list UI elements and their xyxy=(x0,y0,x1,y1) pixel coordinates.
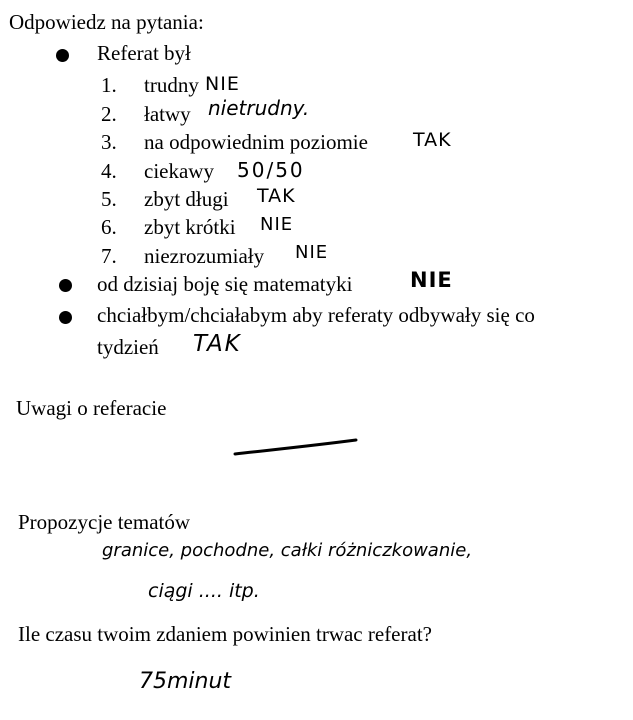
item-text: zbyt długi xyxy=(144,187,229,211)
handwritten-answer: nietrudny. xyxy=(208,96,310,120)
item-number: 3. xyxy=(101,130,117,154)
bullet-icon xyxy=(59,279,72,292)
question-text: chciałbym/chciałabym aby referaty odbywały się co xyxy=(97,303,535,327)
handwritten-answer: TAK xyxy=(193,331,242,357)
handwritten-answer: NIE xyxy=(260,214,294,235)
item-text: zbyt krótki xyxy=(144,215,236,239)
item-number: 6. xyxy=(101,215,117,239)
item-number: 2. xyxy=(101,102,117,126)
topics-label: Propozycje tematów xyxy=(18,510,191,534)
question-text: od dzisiaj boję się matematyki xyxy=(97,272,353,296)
page-heading: Odpowiedz na pytania: xyxy=(9,10,204,34)
bullet-icon xyxy=(59,311,72,324)
item-text: trudny xyxy=(144,73,199,97)
remarks-label: Uwagi o referacie xyxy=(16,396,167,420)
item-text: ciekawy xyxy=(144,159,214,183)
handwritten-answer: NIE xyxy=(410,268,453,292)
handwritten-answer: 50/50 xyxy=(237,158,305,182)
item-number: 4. xyxy=(101,159,117,183)
item-number: 7. xyxy=(101,244,117,268)
handwritten-answer: TAK xyxy=(413,129,452,151)
item-text: niezrozumiały xyxy=(144,244,265,268)
question-text-continued: tydzień xyxy=(97,335,159,359)
question-label: Referat był xyxy=(97,41,191,65)
handwritten-topics-line1: granice, pochodne, całki różniczkowanie, xyxy=(102,540,473,561)
item-number: 1. xyxy=(101,73,117,97)
handwritten-dash xyxy=(230,436,362,460)
handwritten-answer: TAK xyxy=(257,185,296,207)
handwritten-answer: NIE xyxy=(205,73,240,95)
bullet-icon xyxy=(56,49,69,62)
duration-label: Ile czasu twoim zdaniem powinien trwac referat? xyxy=(18,622,432,646)
handwritten-duration-answer: 75minut xyxy=(139,669,232,694)
item-number: 5. xyxy=(101,187,117,211)
handwritten-topics-line2: ciągi .... itp. xyxy=(148,580,260,602)
item-text: na odpowiednim poziomie xyxy=(144,130,368,154)
handwritten-answer: NIE xyxy=(295,242,329,263)
item-text: łatwy xyxy=(144,102,191,126)
